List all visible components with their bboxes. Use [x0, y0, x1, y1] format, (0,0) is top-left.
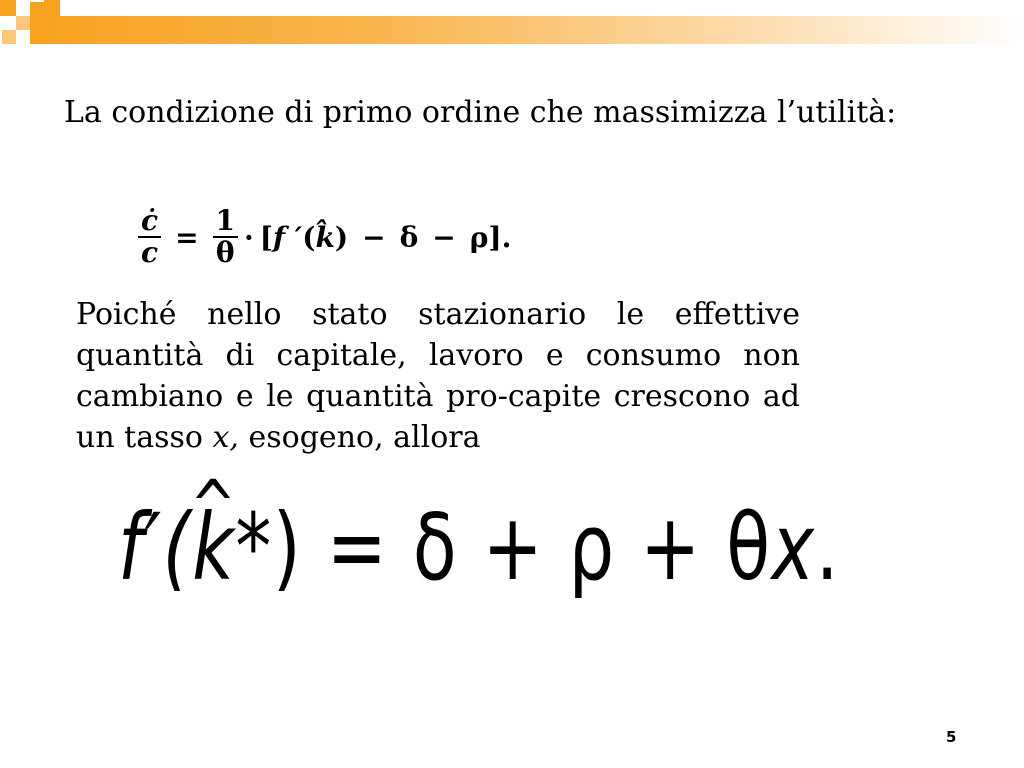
equation-lhs-prefix: f′(: [118, 494, 193, 601]
steady-state-equation: [118, 488, 840, 608]
equals-sign: =: [175, 220, 199, 254]
intro-paragraph: La condizione di primo ordine che massimizza l’utilità:: [64, 95, 897, 130]
delta-symbol: δ: [399, 220, 419, 254]
close-paren: ): [334, 220, 349, 254]
k-hat: k̂: [315, 220, 335, 254]
k-hat-star: ^ k: [192, 488, 235, 608]
paragraph-text: esogeno, allora: [238, 420, 481, 455]
header-square: [30, 2, 44, 16]
growth-rate-fraction: [138, 206, 161, 268]
first-order-condition-equation: [132, 204, 511, 270]
header-square: [2, 30, 16, 44]
equation-period: .: [815, 494, 841, 601]
header-square: [44, 0, 60, 16]
header-square: [30, 30, 44, 44]
minus-sign: −: [362, 220, 386, 254]
open-paren: (: [302, 220, 316, 254]
paragraph-text: Poiché nello stato stazionario le effettive quantità di capitale, lavoro e consumo non cambiano e le quantità pro-capite crescono ad un tasso: [76, 297, 800, 455]
rho-symbol: ρ: [469, 220, 489, 254]
fraction-numerator: 1: [215, 204, 236, 237]
multiplication-dot: ·: [244, 220, 254, 254]
header-square: [0, 0, 16, 16]
fraction-numerator: ċ: [141, 204, 159, 237]
fraction-denominator: θ: [213, 236, 238, 268]
f-prime: f ′: [273, 220, 303, 254]
steady-state-paragraph: [76, 294, 800, 458]
x-variable: x: [771, 494, 816, 601]
page-number: 5: [946, 728, 957, 746]
close-bracket: ].: [488, 220, 512, 254]
open-bracket: [: [259, 220, 274, 254]
fraction-denominator: c: [138, 236, 161, 268]
coefficient-fraction: [213, 206, 238, 268]
header-gradient-bar: [30, 16, 1024, 44]
growth-rate-variable: x,: [212, 420, 239, 455]
minus-sign: −: [432, 220, 456, 254]
header-square: [16, 16, 30, 30]
equation-rhs: *) = δ + ρ + θ: [235, 494, 772, 601]
